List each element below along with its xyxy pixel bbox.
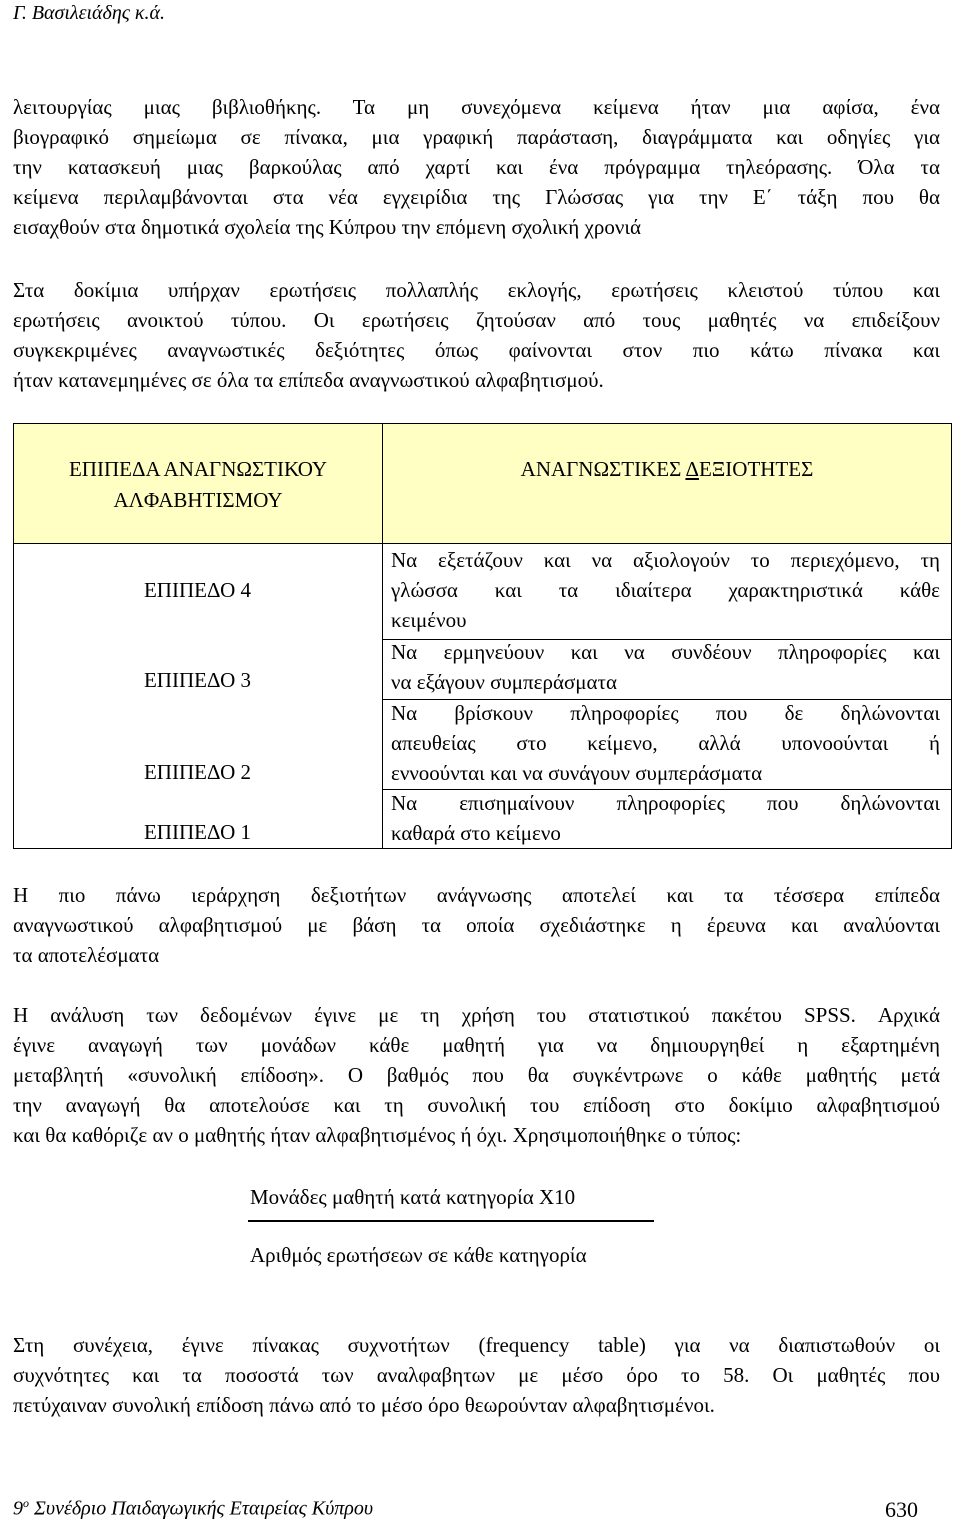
text-line: τα αποτελέσματα [13,943,160,967]
table-border [382,543,383,849]
paragraph-4 [13,1000,940,1150]
footer-conference-name: Συνέδριο Παιδαγωγικής Εταιρείας Κύπρου [29,1497,374,1520]
skill-line: απευθείας στο κείμενο, αλλά υπονοούνται ή [391,731,940,755]
text-line: Η πιο πάνω ιεράρχηση δεξιοτήτων ανάγνωσης αποτελεί και τα τέσσερα επίπεδα [13,883,940,907]
skill-line: εννοούνται και να συνάγουν συμπεράσματα [391,761,763,785]
underlined-letter: Δ [685,457,699,481]
text-line: Η ανάλυση των δεδομένων έγινε με τη χρήση του στατιστικού πακέτου SPSS. Αρχικά [13,1003,940,1027]
skill-line: Να εξετάζουν και να αξιολογούν το περιεχόμενο, τη [391,548,940,572]
formula-numerator: Μονάδες μαθητή κατά κατηγορία Χ10 [250,1185,576,1209]
formula-denominator: Αριθμός ερωτήσεων σε κάθε κατηγορία [250,1243,587,1267]
header-right-text [383,454,951,484]
paragraph-3 [13,880,940,970]
text-line: πετύχαιναν συνολική επίδοση πάνω από το μέσο όρο θεωρούνταν αλφαβητισμένοι. [13,1393,715,1417]
text-line: εισαχθούν στα δημοτικά σχολεία της Κύπρου την επόμενη σχολική χρονιά [13,215,641,239]
paragraph-5 [13,1330,940,1420]
skill-level-4 [391,545,940,635]
text-line: Στα δοκίμια υπήρχαν ερωτήσεις πολλαπλής εκλογής, ερωτήσεις κλειστού τύπου και [13,278,940,302]
text-line: κείμενα περιλαμβάνονται στα νέα εγχειρίδια της Γλώσσας για την Ε΄ τάξη που θα [13,185,940,209]
skill-line: Να επισημαίνουν πληροφορίες που δηλώνονται [391,791,940,815]
header-left-line-2: ΑΛΦΑΒΗΤΙΣΜΟΥ [113,488,283,512]
level-1-label: ΕΠΙΠΕΔΟ 1 [143,820,252,844]
table-border [13,848,952,849]
footer-conference-title [13,1496,373,1521]
skill-line: να εξάγουν συμπεράσματα [391,670,617,694]
footer-conference-sup: ο [23,1496,29,1510]
text-line: έγινε αναγωγή των μονάδων κάθε μαθητή για να δημιουργηθεί η εξαρτημένη [13,1033,940,1057]
skill-line: Να ερμηνεύουν και να συνδέουν πληροφορίες και [391,640,940,664]
level-3-label: ΕΠΙΠΕΔΟ 3 [143,668,252,692]
text-line: ερωτήσεις ανοικτού τύπου. Οι ερωτήσεις ζητούσαν από τους μαθητές να επιδείξουν [13,308,940,332]
formula-fraction-bar [248,1220,654,1222]
text-line: ήταν κατανεμημένες σε όλα τα επίπεδα αναγνωστικού αλφαβητισμού. [13,368,604,392]
literacy-levels-table [13,423,952,849]
header-right-label: ΑΝΑΓΝΩΣΤΙΚΕΣ ΔΕΞΙΟΤΗΤΕΣ [520,457,814,481]
text-line: την αναγωγή θα αποτελούσε και τη συνολική του επίδοση στο δοκίμιο αλφαβητισμού [13,1093,940,1117]
text-line: Στη συνέχεια, έγινε πίνακας συχνοτήτων (frequency table) για να διαπιστωθούν οι [13,1333,940,1357]
skill-line: Να βρίσκουν πληροφορίες που δε δηλώνονται [391,701,940,725]
skill-level-1 [391,788,940,848]
text-line: λειτουργίας μιας βιβλιοθήκης. Τα μη συνεχόμενα κείμενα ήταν μια αφίσα, ένα [13,95,940,119]
table-header-left [13,423,383,544]
skill-level-3 [391,637,940,697]
text-line: και θα καθόριζε αν ο μαθητής ήταν αλφαβητισμένος ή όχι. Χρησιμοποιήθηκε ο τύπος: [13,1123,742,1147]
skill-level-2 [391,698,940,788]
paragraph-1 [13,92,940,242]
skill-line: καθαρά στο κείμενο [391,821,561,845]
text-line: βιογραφικό σημείωμα σε πίνακα, μια γραφική παράσταση, διαγράμματα και οδηγίες για [13,125,940,149]
table-header-right [382,423,952,544]
footer-conference-number: 9 [13,1497,23,1520]
header-left-line-1: ΕΠΙΠΕΔΑ ΑΝΑΓΝΩΣΤΙΚΟΥ [68,457,328,481]
skill-line: κειμένου [391,608,467,632]
text-line: αναγνωστικού αλφαβητισμού με βάση τα οποία σχεδιάστηκε η έρευνα και αναλύονται [13,913,940,937]
running-header: Γ. Βασιλειάδης κ.ά. [13,2,165,24]
paragraph-2 [13,275,940,395]
level-4-label: ΕΠΙΠΕΔΟ 4 [143,578,252,602]
text-line: συχνότητες και τα ποσοστά των αναλφαβητων με μέσο όρο το 58. Οι μαθητές που [13,1363,940,1387]
level-2-label: ΕΠΙΠΕΔΟ 2 [143,760,252,784]
text-line: μεταβλητή «συνολική επίδοση». Ο βαθμός που θα συγκέντρωνε ο κάθε μαθητής μετά [13,1063,940,1087]
table-border [951,543,952,849]
text-line: την κατασκευή μιας βαρκούλας από χαρτί και ένα πρόγραμμα τηλεόρασης. Όλα τα [13,155,940,179]
skill-line: γλώσσα και τα ιδιαίτερα χαρακτηριστικά κάθε [391,578,940,602]
page-number: 630 [885,1497,918,1522]
text-line: συγκεκριμένες αναγνωστικές δεξιότητες όπως φαίνονται στον πιο κάτω πίνακα και [13,338,940,362]
